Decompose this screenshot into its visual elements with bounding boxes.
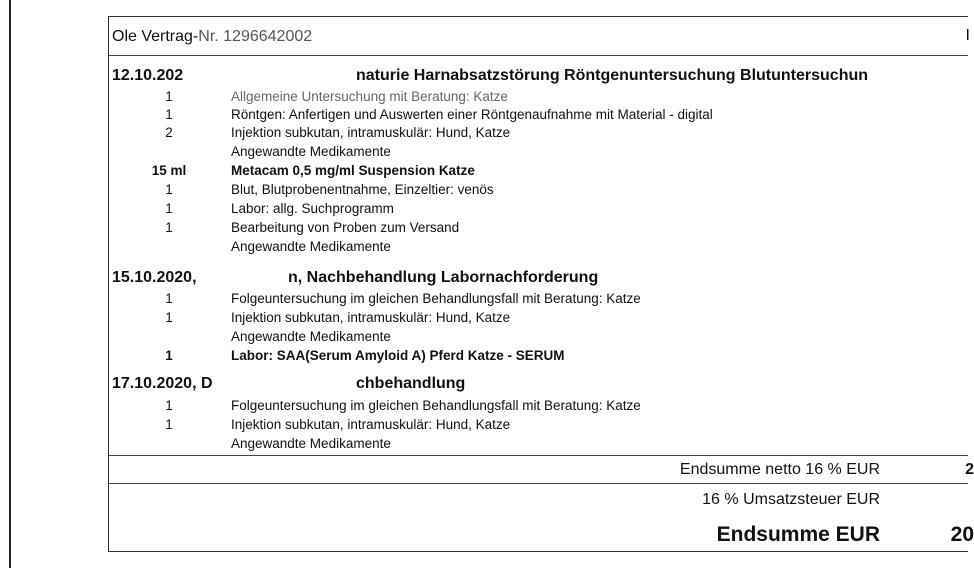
item-desc: Angewandte Medikamente xyxy=(231,329,391,344)
item-desc: Injektion subkutan, intramuskulär: Hund, Katze xyxy=(231,310,511,325)
section-date: 12.10.202 xyxy=(112,67,184,84)
section-heading xyxy=(112,67,869,85)
item-qty: 1 xyxy=(165,291,173,306)
item-qty: 15 ml xyxy=(151,163,187,178)
item-desc: Röntgen: Anfertigen und Auswerten einer Röntgenaufnahme mit Material - digital xyxy=(231,107,713,122)
header-right-mark: I xyxy=(965,27,970,44)
contract-number-value: Nr. 1296642002 xyxy=(198,28,313,45)
item-desc: Angewandte Medikamente xyxy=(231,436,391,451)
item-qty: 1 xyxy=(165,310,173,325)
item-qty: 1 xyxy=(165,398,173,413)
tax-label: 16 % Umsatzsteuer EUR xyxy=(702,491,880,508)
item-qty: 1 xyxy=(165,220,173,235)
document-header xyxy=(109,17,968,56)
invoice-document xyxy=(108,16,974,552)
contract-prefix: Ole Vertrag- xyxy=(112,28,199,45)
grand-total-value: 20 xyxy=(950,523,974,546)
item-desc: Folgeuntersuchung im gleichen Behandlungsfall mit Beratung: Katze xyxy=(231,291,641,306)
section-title: naturie Harnabsatzstörung Röntgenuntersuchung Blutuntersuchun xyxy=(356,67,869,84)
contract-number xyxy=(112,28,312,46)
item-desc: Injektion subkutan, intramuskulär: Hund, Katze xyxy=(231,417,511,432)
item-desc: Labor: allg. Suchprogramm xyxy=(231,201,394,216)
item-qty: 1 xyxy=(165,348,173,363)
item-qty: 1 xyxy=(165,201,173,216)
item-desc: Injektion subkutan, intramuskulär: Hund, Katze xyxy=(231,125,511,140)
item-desc: Folgeuntersuchung im gleichen Behandlungsfall mit Beratung: Katze xyxy=(231,398,641,413)
section-date: 15.10.2020, xyxy=(112,269,197,286)
item-desc: Allgemeine Untersuchung mit Beratung: Katze xyxy=(231,89,508,104)
item-qty: 2 xyxy=(165,125,173,140)
item-qty: 1 xyxy=(165,417,173,432)
totals-divider xyxy=(109,455,968,456)
item-desc: Metacam 0,5 mg/ml Suspension Katze xyxy=(231,163,475,178)
totals-divider xyxy=(109,483,968,484)
scan-edge-line xyxy=(9,0,11,568)
section-title: n, Nachbehandlung Labornachforderung xyxy=(288,269,599,286)
netto-total-value: 2 xyxy=(965,461,974,478)
item-qty: 1 xyxy=(165,89,173,104)
item-desc: Labor: SAA(Serum Amyloid A) Pferd Katze - SERUM xyxy=(231,348,565,363)
item-desc: Bearbeitung von Proben zum Versand xyxy=(231,220,460,235)
item-desc: Angewandte Medikamente xyxy=(231,239,391,254)
section-date: 17.10.2020, D xyxy=(112,375,213,392)
item-desc: Blut, Blutprobenentnahme, Einzeltier: venös xyxy=(231,182,494,197)
section-title: chbehandlung xyxy=(356,375,466,392)
section-heading xyxy=(112,375,466,393)
grand-total-label: Endsumme EUR xyxy=(716,523,880,546)
item-desc: Angewandte Medikamente xyxy=(231,144,391,159)
section-heading xyxy=(112,269,599,287)
item-qty: 1 xyxy=(165,107,173,122)
item-qty: 1 xyxy=(165,182,173,197)
netto-total-label: Endsumme netto 16 % EUR xyxy=(679,461,880,478)
